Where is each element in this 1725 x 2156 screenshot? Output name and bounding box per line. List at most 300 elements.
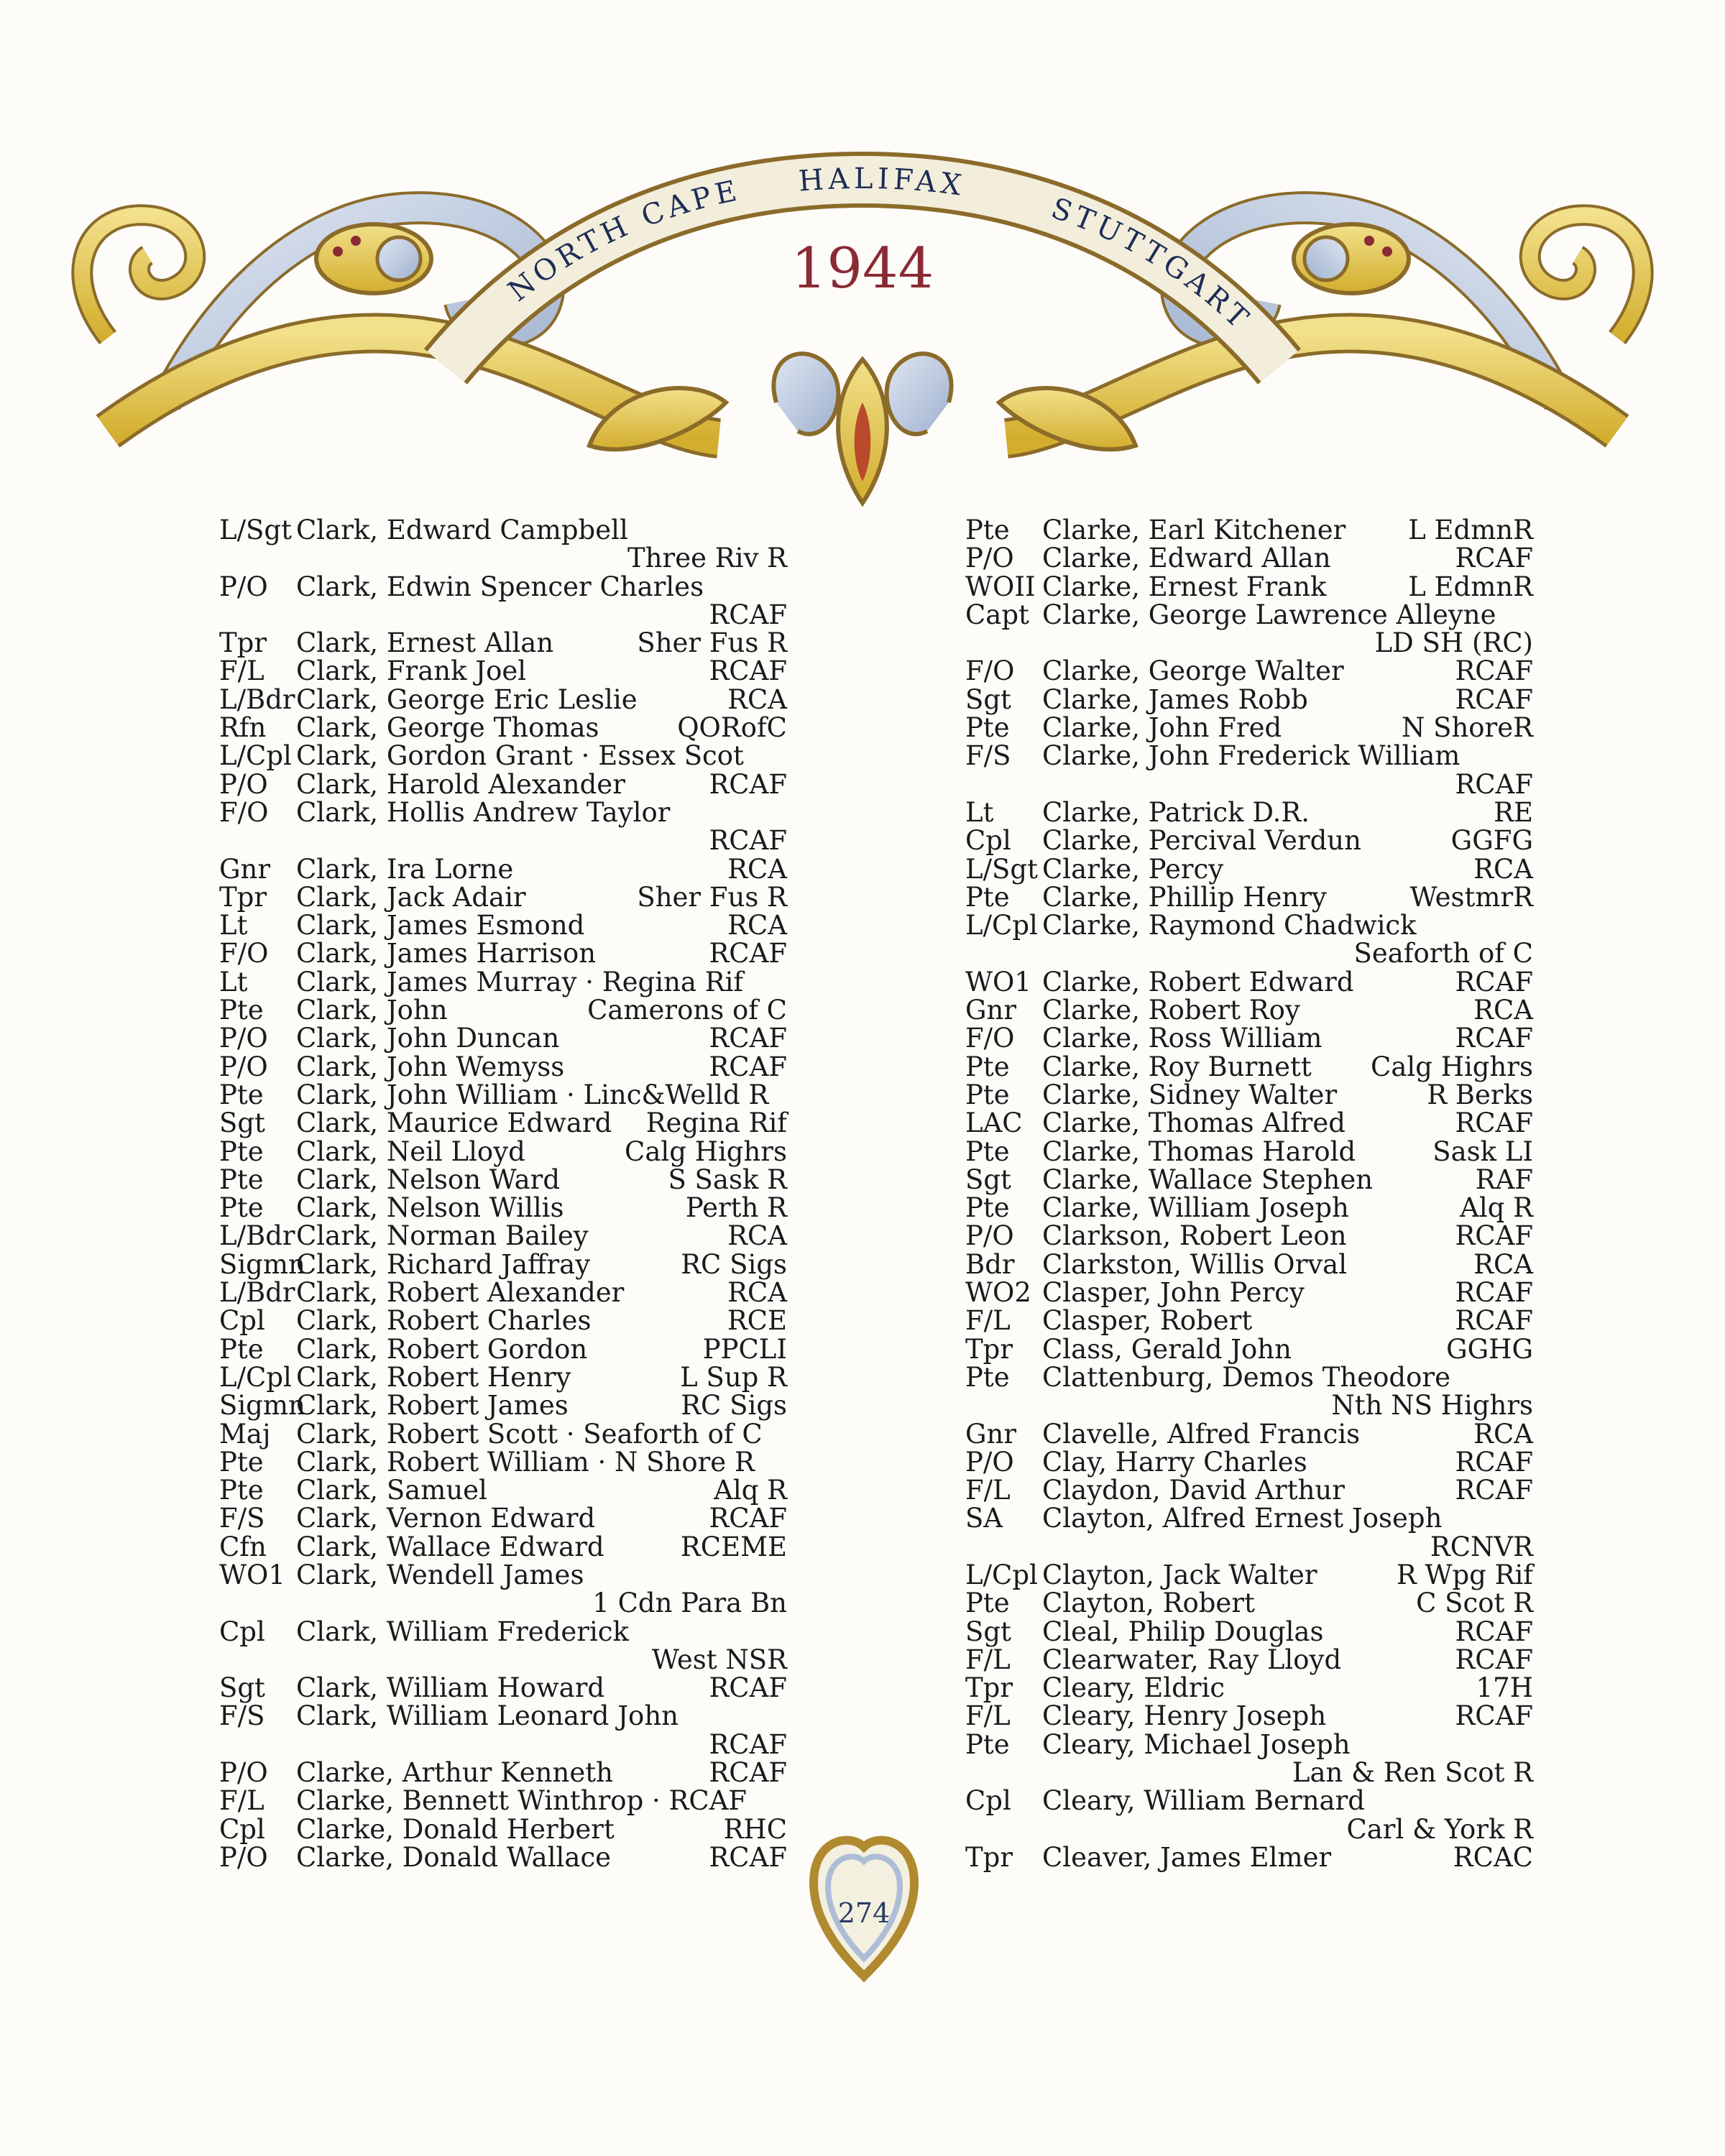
casualty-entry	[219, 883, 787, 911]
entry-unit: Sher Fus R	[637, 627, 787, 659]
entry-rank: L/Sgt	[965, 853, 1038, 885]
entry-unit: C Scot R	[1416, 1588, 1533, 1619]
entry-rank: P/O	[219, 768, 268, 800]
entry-rank: Sgt	[219, 1107, 265, 1139]
casualty-entry	[219, 1307, 787, 1335]
entry-rank: Cfn	[219, 1531, 267, 1562]
entry-rank: Pte	[965, 1588, 1010, 1619]
entry-line	[965, 1307, 1533, 1335]
entry-name: Clark, Robert Henry	[296, 1361, 571, 1393]
entry-line	[965, 1646, 1533, 1674]
entry-name: Clark, Ernest Allan	[296, 627, 554, 659]
entry-rank: Pte	[965, 515, 1010, 545]
entry-unit: QORofC	[677, 712, 787, 744]
casualty-entry	[219, 1166, 787, 1194]
entry-name: Clark, William Frederick	[296, 1616, 629, 1647]
casualty-entry	[219, 798, 787, 855]
entry-unit: RCA	[1473, 1418, 1533, 1450]
entry-rank: F/L	[965, 1644, 1011, 1675]
entry-line	[965, 1476, 1533, 1504]
entry-line	[965, 544, 1533, 572]
entry-rank: Rfn	[219, 712, 267, 744]
entry-name: Cleary, Michael Joseph	[1042, 1728, 1351, 1760]
entry-line	[219, 1843, 787, 1871]
entry-unit: RCAF	[709, 655, 787, 687]
header-year: 1944	[791, 236, 934, 301]
entry-line	[965, 1279, 1533, 1307]
casualty-entry	[965, 1728, 1533, 1789]
entry-unit: RCAF	[1455, 543, 1533, 574]
casualty-entry	[219, 1787, 787, 1815]
entry-name: Clark, Ira Lorne	[296, 853, 514, 885]
casualty-entry	[219, 1815, 787, 1843]
entry-name: Clarke, Percival Verdun	[1042, 825, 1361, 857]
entry-line	[219, 1250, 787, 1279]
casualty-entry	[965, 1476, 1533, 1504]
entry-unit-continued: Three Riv R	[627, 543, 787, 574]
entry-name: Clark, George Eric Leslie	[296, 683, 638, 715]
entry-rank: P/O	[219, 1757, 268, 1789]
entry-unit-continued: Nth NS Highrs	[1331, 1390, 1533, 1422]
entry-name: Clark, Samuel	[296, 1475, 487, 1506]
entry-rank: SA	[965, 1503, 1003, 1534]
entry-rank: Pte	[219, 1333, 264, 1365]
entry-rank: F/L	[965, 1475, 1011, 1506]
entry-unit: Alq R	[714, 1475, 787, 1506]
entry-rank: Tpr	[965, 1672, 1013, 1704]
entry-name: Clarke, Thomas Harold	[1042, 1135, 1356, 1167]
entry-name: Clarke, George Lawrence Alleyne	[1042, 599, 1496, 630]
entry-unit: L EdmnR	[1408, 515, 1533, 545]
entry-name: Clark, Gordon Grant · Essex Scot	[296, 740, 744, 772]
casualty-entry	[219, 911, 787, 939]
entry-line	[965, 1053, 1533, 1081]
entry-line	[965, 1194, 1533, 1222]
casualty-entry	[965, 516, 1533, 544]
entry-rank: L/Cpl	[219, 740, 292, 772]
casualty-entry	[219, 968, 787, 996]
entry-line	[965, 1135, 1533, 1167]
entry-rank: L/Cpl	[965, 1559, 1038, 1590]
casualty-entry	[965, 601, 1533, 658]
entry-unit: RCAF	[709, 1672, 787, 1704]
entry-rank: Pte	[219, 1079, 264, 1110]
entry-unit: RCA	[1473, 1248, 1533, 1280]
casualty-entry	[219, 1222, 787, 1250]
entry-line	[219, 1053, 787, 1081]
entry-line	[219, 1561, 787, 1589]
entry-line	[219, 742, 787, 770]
entry-name: Clarke, Thomas Alfred	[1042, 1107, 1346, 1139]
casualty-entry	[219, 1390, 787, 1422]
entry-name: Clark, John William · Linc&Welld R	[296, 1079, 769, 1110]
entry-name: Clarke, Edward Allan	[1042, 543, 1331, 574]
entry-name: Clark, Edwin Spencer Charles	[296, 571, 704, 602]
entry-rank: Gnr	[965, 995, 1017, 1026]
entry-name: Clark, Wendell James	[296, 1559, 584, 1590]
casualty-entry	[965, 1335, 1533, 1363]
entry-rank: Pte	[965, 881, 1010, 913]
casualty-entry	[219, 742, 787, 770]
casualty-entry	[219, 1135, 787, 1167]
casualty-entry	[219, 1759, 787, 1787]
entry-unit: RCAF	[1455, 1220, 1533, 1252]
entry-unit: RCAF	[1455, 1305, 1533, 1337]
entry-line	[965, 1363, 1533, 1391]
entry-line	[965, 1787, 1533, 1815]
entry-line	[965, 1618, 1533, 1646]
entry-line	[965, 683, 1533, 715]
entry-name: Cleary, Henry Joseph	[1042, 1700, 1327, 1732]
entry-unit: RCAF	[1455, 1277, 1533, 1309]
casualty-entry	[965, 573, 1533, 601]
entry-line	[965, 714, 1533, 742]
entry-line	[219, 657, 787, 685]
casualty-entry	[219, 1504, 787, 1532]
entry-rank: P/O	[965, 1220, 1014, 1252]
entry-rank: P/O	[219, 1051, 268, 1082]
casualty-entry	[965, 1702, 1533, 1730]
entry-rank: Lt	[219, 910, 248, 941]
entry-rank: Pte	[219, 1192, 264, 1224]
entry-name: Clarke, Earl Kitchener	[1042, 515, 1346, 545]
entry-name: Clarke, Robert Roy	[1042, 995, 1300, 1026]
entry-rank: Lt	[965, 796, 994, 828]
casualty-entry	[965, 1166, 1533, 1194]
entry-line	[219, 1702, 787, 1730]
entry-name: Clark, Robert Charles	[296, 1305, 592, 1337]
entry-line	[219, 798, 787, 826]
entry-unit-continued: Seaforth of C	[1353, 938, 1533, 969]
casualty-entry	[965, 1787, 1533, 1843]
entry-rank: Pte	[965, 1728, 1010, 1760]
casualty-entry	[965, 1589, 1533, 1617]
casualty-entry	[965, 1250, 1533, 1279]
entry-name: Clarke, Raymond Chadwick	[1042, 910, 1417, 941]
entry-line	[965, 1674, 1533, 1702]
casualty-entry	[219, 1053, 787, 1081]
entry-name: Clark, James Esmond	[296, 910, 585, 941]
entry-unit: RCAF	[1455, 683, 1533, 715]
entry-unit: RCAF	[1455, 1475, 1533, 1506]
entry-line	[219, 1533, 787, 1561]
entry-rank: F/O	[965, 655, 1015, 687]
entry-unit: Sher Fus R	[637, 881, 787, 913]
entry-name: Clark, George Thomas	[296, 712, 599, 744]
entry-line	[219, 1476, 787, 1504]
entry-line	[965, 516, 1533, 544]
entry-unit: RCAF	[1455, 1644, 1533, 1675]
entry-line	[219, 911, 787, 939]
entry-unit: RCA	[727, 853, 787, 885]
entry-unit: Calg Highrs	[1371, 1051, 1533, 1082]
casualty-entry	[965, 996, 1533, 1024]
entry-name: Clark, Maurice Edward	[296, 1107, 612, 1139]
entry-unit: Sask LI	[1432, 1135, 1533, 1167]
entry-name: Clarke, Robert Edward	[1042, 966, 1354, 998]
entry-rank: Pte	[965, 712, 1010, 744]
entry-rank: Pte	[965, 1192, 1010, 1224]
entry-rank: Sigmn	[219, 1390, 305, 1422]
casualty-entry	[965, 1646, 1533, 1674]
entry-name: Clark, Robert Alexander	[296, 1277, 625, 1309]
casualty-entry	[219, 855, 787, 883]
casualty-entry	[219, 1109, 787, 1137]
entry-unit: Perth R	[685, 1192, 787, 1224]
casualty-entry	[965, 742, 1533, 798]
entry-rank: Pte	[219, 995, 264, 1026]
entry-line	[219, 996, 787, 1024]
entry-line	[965, 883, 1533, 911]
entry-line	[965, 1589, 1533, 1617]
entry-unit: RCA	[727, 910, 787, 941]
entry-unit: L Sup R	[680, 1361, 787, 1393]
illuminated-header	[0, 0, 1725, 546]
casualty-entry	[219, 1702, 787, 1759]
entry-rank: L/Bdr	[219, 1277, 295, 1309]
entry-line	[965, 601, 1533, 629]
casualty-entry	[965, 1081, 1533, 1109]
entry-unit: RCA	[1473, 995, 1533, 1026]
entry-unit: R Wpg Rif	[1396, 1559, 1533, 1590]
entry-rank: P/O	[219, 571, 268, 602]
entry-rank: WO1	[965, 966, 1031, 998]
entry-line	[965, 968, 1533, 996]
casualty-entry	[219, 1561, 787, 1618]
casualty-entry	[219, 1194, 787, 1222]
entry-name: Clayton, Jack Walter	[1042, 1559, 1317, 1590]
entry-rank: P/O	[965, 1446, 1014, 1478]
entry-unit: RCAF	[1455, 1107, 1533, 1139]
entry-name: Clarke, Patrick D.R.	[1042, 796, 1310, 828]
entry-line	[219, 1390, 787, 1422]
casualty-entry	[965, 911, 1533, 968]
entry-unit: R Berks	[1427, 1079, 1533, 1110]
entry-name: Clattenburg, Demos Theodore	[1042, 1361, 1450, 1393]
entry-rank: Tpr	[219, 881, 267, 913]
entry-line	[965, 1250, 1533, 1279]
entry-unit-continued: RCNVR	[1430, 1531, 1533, 1562]
casualty-entry	[219, 1674, 787, 1702]
entry-line	[219, 629, 787, 657]
entry-rank: F/O	[965, 1023, 1015, 1054]
entry-name: Clark, William Leonard John	[296, 1700, 678, 1732]
casualty-entry	[219, 1618, 787, 1674]
entry-unit: 17H	[1476, 1672, 1533, 1704]
entry-unit-continued: 1 Cdn Para Bn	[592, 1588, 787, 1619]
casualty-entry	[219, 1335, 787, 1363]
entry-unit: Alq R	[1460, 1192, 1533, 1224]
entry-unit: GGFG	[1450, 825, 1533, 857]
casualty-entry	[219, 516, 787, 573]
casualty-entry	[219, 714, 787, 742]
entry-unit-continued: RCAF	[709, 1728, 787, 1760]
entry-unit: RCA	[1473, 853, 1533, 885]
entry-unit: RCAC	[1453, 1841, 1533, 1873]
entry-unit: RCEME	[680, 1531, 787, 1562]
casualty-entry	[965, 1307, 1533, 1335]
entry-unit: RCAF	[1455, 1616, 1533, 1647]
entry-rank: L/Cpl	[219, 1361, 292, 1393]
entry-name: Cleary, Eldric	[1042, 1672, 1225, 1704]
entry-line	[219, 573, 787, 601]
casualty-entry	[965, 1194, 1533, 1222]
entry-unit: RCAF	[709, 1503, 787, 1534]
entry-line	[219, 1222, 787, 1250]
entry-name: Clarke, Sidney Walter	[1042, 1079, 1338, 1110]
entry-unit: RCAF	[709, 768, 787, 800]
casualty-entry	[965, 855, 1533, 883]
casualty-entry	[965, 1420, 1533, 1448]
entry-name: Clayton, Robert	[1042, 1588, 1255, 1619]
entry-line	[219, 1759, 787, 1787]
entry-rank: Sigmn	[219, 1248, 305, 1280]
entry-rank: Sgt	[219, 1672, 265, 1704]
casualty-entry	[219, 1533, 787, 1561]
entry-line	[219, 1787, 787, 1815]
entry-rank: P/O	[219, 1841, 268, 1873]
entry-line	[219, 1166, 787, 1194]
entry-line	[965, 1081, 1533, 1109]
entry-rank: L/Bdr	[219, 1220, 295, 1252]
entry-name: Clayton, Alfred Ernest Joseph	[1042, 1503, 1443, 1534]
entry-name: Clark, John Wemyss	[296, 1051, 565, 1082]
entry-unit-continued: RCAF	[709, 825, 787, 857]
entry-unit: RCAF	[709, 938, 787, 969]
entry-line	[219, 1815, 787, 1843]
entry-rank: L/Bdr	[219, 683, 295, 715]
entry-unit: RCA	[727, 683, 787, 715]
entry-name: Clark, William Howard	[296, 1672, 605, 1704]
casualty-entry	[965, 1024, 1533, 1052]
entry-rank: WO2	[965, 1277, 1031, 1309]
casualty-entry	[965, 1363, 1533, 1420]
entry-line	[219, 1024, 787, 1052]
entry-name: Clarke, John Fred	[1042, 712, 1282, 744]
casualty-entry	[219, 1024, 787, 1052]
entry-unit: Camerons of C	[587, 995, 787, 1026]
entry-unit: RE	[1494, 796, 1533, 828]
casualty-entry	[219, 1476, 787, 1504]
entry-line	[965, 1109, 1533, 1137]
banner-center-text: HALIFAX	[797, 162, 968, 203]
entry-line	[965, 1166, 1533, 1194]
entry-rank: Gnr	[219, 853, 271, 885]
casualty-entry	[965, 1135, 1533, 1167]
casualty-entry	[965, 968, 1533, 996]
casualty-entry	[219, 1363, 787, 1391]
entry-rank: Pte	[219, 1475, 264, 1506]
casualty-entry	[965, 1448, 1533, 1476]
entry-unit: RCAF	[709, 1841, 787, 1873]
casualty-entry	[219, 1843, 787, 1871]
entry-rank: Pte	[219, 1446, 264, 1478]
entry-name: Clark, Robert William · N Shore R	[296, 1446, 755, 1478]
entry-line	[219, 883, 787, 911]
entry-rank: LAC	[965, 1107, 1023, 1139]
entry-name: Cleal, Philip Douglas	[1042, 1616, 1324, 1647]
entry-name: Clarke, Phillip Henry	[1042, 881, 1327, 913]
casualty-entry	[219, 1081, 787, 1109]
entry-line	[965, 855, 1533, 883]
entry-line	[965, 1702, 1533, 1730]
casualty-entry	[965, 1279, 1533, 1307]
casualty-entry	[965, 1504, 1533, 1561]
entry-line	[219, 1618, 787, 1646]
entry-line	[219, 1363, 787, 1391]
entry-line	[219, 516, 787, 544]
entry-unit-continued: Lan & Ren Scot R	[1292, 1757, 1533, 1789]
entry-rank: Pte	[965, 1051, 1010, 1082]
entry-name: Clark, Robert Scott · Seaforth of C	[296, 1418, 763, 1450]
entry-unit: RCAF	[709, 1023, 787, 1054]
entry-line	[965, 911, 1533, 939]
entry-name: Clavelle, Alfred Francis	[1042, 1418, 1361, 1450]
entry-name: Clark, Nelson Ward	[296, 1164, 561, 1195]
entry-rank: Gnr	[965, 1418, 1017, 1450]
entry-line	[965, 825, 1533, 857]
entry-rank: P/O	[965, 543, 1014, 574]
entry-rank: Tpr	[965, 1333, 1013, 1365]
entry-rank: Pte	[965, 1361, 1010, 1393]
entry-line	[219, 770, 787, 798]
entry-line	[219, 1420, 787, 1448]
entry-line	[219, 1674, 787, 1702]
entry-rank: Pte	[965, 1079, 1010, 1110]
casualty-entry	[219, 573, 787, 630]
entry-name: Clarkson, Robert Leon	[1042, 1220, 1347, 1252]
entry-unit: RCAF	[1455, 1446, 1533, 1478]
entry-name: Clarke, Arthur Kenneth	[296, 1757, 613, 1789]
entry-unit: RCAF	[1455, 966, 1533, 998]
entry-unit-continued: Carl & York R	[1346, 1813, 1533, 1845]
entry-name: Clark, Harold Alexander	[296, 768, 625, 800]
entry-name: Clark, Vernon Edward	[296, 1503, 596, 1534]
casualty-entry	[965, 798, 1533, 826]
entry-unit-continued: RCAF	[1455, 768, 1533, 800]
entry-name: Clark, Edward Campbell	[296, 515, 628, 545]
entry-rank: Cpl	[219, 1305, 265, 1337]
entry-rank: F/L	[219, 1785, 264, 1817]
entry-rank: Pte	[219, 1164, 264, 1195]
entry-name: Claydon, David Arthur	[1042, 1475, 1345, 1506]
entry-unit: RCAF	[1455, 1023, 1533, 1054]
casualty-entry	[219, 939, 787, 967]
entry-unit: Calg Highrs	[625, 1135, 787, 1167]
entry-name: Clarke, George Walter	[1042, 655, 1344, 687]
entry-rank: Cpl	[219, 1813, 265, 1845]
entry-name: Clarke, Donald Wallace	[296, 1841, 612, 1873]
entry-name: Clark, Frank Joel	[296, 655, 527, 687]
entry-name: Clarke, Bennett Winthrop · RCAF	[296, 1785, 748, 1817]
entry-line	[965, 1561, 1533, 1589]
entry-rank: F/L	[219, 655, 264, 687]
entry-rank: Cpl	[219, 1616, 265, 1647]
entry-rank: Sgt	[965, 683, 1011, 715]
entry-name: Cleary, William Bernard	[1042, 1785, 1365, 1817]
entry-unit: RCAF	[709, 1051, 787, 1082]
entry-unit-continued: RCAF	[709, 599, 787, 630]
entry-line	[219, 1335, 787, 1363]
entry-unit: S Sask R	[668, 1164, 787, 1195]
entry-line	[965, 798, 1533, 826]
entry-rank: Capt	[965, 599, 1029, 630]
casualty-entry	[965, 544, 1533, 572]
entry-line	[965, 573, 1533, 601]
entry-name: Clarke, Ross William	[1042, 1023, 1322, 1054]
casualty-entry	[965, 1618, 1533, 1646]
entry-name: Clarke, John Frederick William	[1042, 740, 1460, 772]
